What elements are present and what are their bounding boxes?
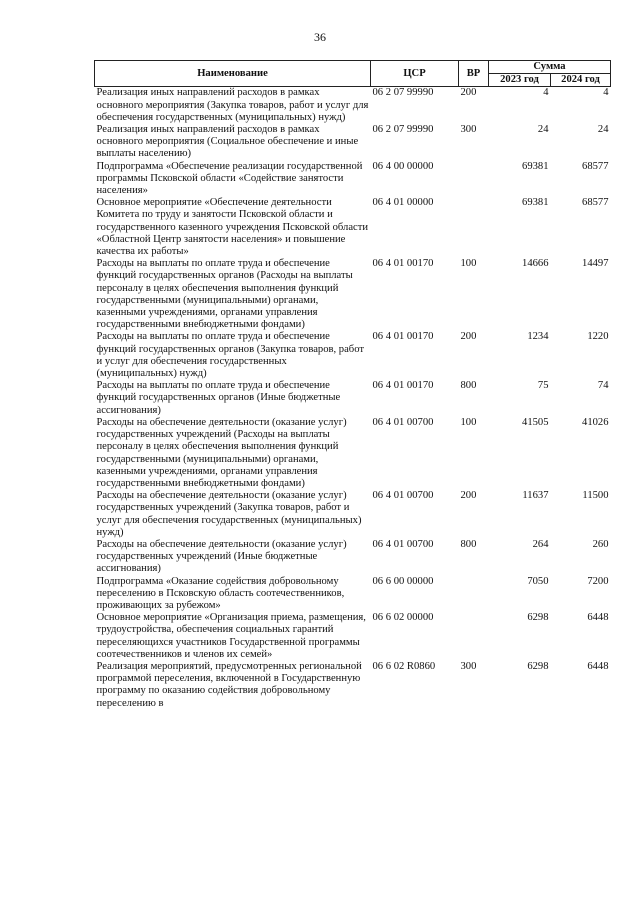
row-csr: 06 4 01 00700 xyxy=(372,416,434,428)
row-name: Реализация иных направлений расходов в рамках основного мероприятия (Закупка товаров, работ и услуг для обеспечения государственных (муниципальных) нужд) xyxy=(96,87,369,123)
row-sum-2023: 7050 xyxy=(527,575,549,587)
row-csr: 06 4 01 00700 xyxy=(372,490,434,502)
row-name: Расходы на обеспечение деятельности (оказание услуг) государственных учреждений (Закупка товаров, работ и услуг для обеспечения государственных (муниципальных) нужд) xyxy=(96,490,362,538)
row-name: Реализация иных направлений расходов в рамках основного мероприятия (Социальное обеспечение и иные выплаты населению) xyxy=(96,124,359,160)
table-row xyxy=(95,258,611,331)
row-sum-2023: 6298 xyxy=(527,660,549,672)
row-csr: 06 6 02 R0860 xyxy=(372,660,436,672)
row-csr: 06 4 01 00170 xyxy=(372,380,434,392)
header-name: Наименование xyxy=(95,61,371,87)
row-csr: 06 6 02 00000 xyxy=(372,612,434,624)
row-vr: 800 xyxy=(460,538,477,550)
row-name: Расходы на выплаты по оплате труда и обеспечение функций государственных органов (Расходы на выплаты персоналу в целях обеспечения выполнения функций государственными (муниципальными) органами, казенными учреждениями, органами управления государственными внебюджетными фондами) xyxy=(96,258,353,331)
row-vr: 300 xyxy=(460,660,477,672)
row-sum-2023: 24 xyxy=(537,124,549,136)
table-row xyxy=(95,124,611,161)
row-sum-2024: 11500 xyxy=(582,490,609,502)
row-sum-2024: 1220 xyxy=(587,331,609,343)
header-csr: ЦСР xyxy=(371,61,459,87)
row-csr: 06 4 01 00170 xyxy=(372,258,434,270)
row-csr: 06 4 01 00700 xyxy=(372,538,434,550)
row-csr: 06 2 07 99990 xyxy=(372,124,434,136)
row-name: Расходы на выплаты по оплате труда и обеспечение функций государственных органов (Закупка товаров, работ и услуг для обеспечения государственных (муниципальных) нужд) xyxy=(96,331,364,380)
row-name: Подпрограмма «Обеспечение реализации государственной программы Псковской области «Содействие занятости населения» xyxy=(96,160,363,197)
row-csr: 06 4 01 00000 xyxy=(372,197,434,209)
table-row xyxy=(95,417,611,490)
row-sum-2023: 69381 xyxy=(522,160,549,172)
row-sum-2024: 68577 xyxy=(582,197,609,209)
row-sum-2023: 69381 xyxy=(522,197,549,209)
table-row xyxy=(95,576,611,613)
row-sum-2024: 14497 xyxy=(582,258,609,270)
row-name: Основное мероприятие «Организация приема, размещения, трудоустройства, обеспечения социальных гарантий переселяющихся участников Государственной программы соотечественников и членов их семей» xyxy=(96,612,366,660)
row-sum-2024: 24 xyxy=(597,124,609,136)
row-name: Реализация мероприятий, предусмотренных региональной программой переселения, включенной в Государственную программу по оказанию содействия добровольному переселению в xyxy=(96,660,362,709)
row-sum-2024: 41026 xyxy=(582,416,609,428)
row-csr: 06 4 01 00170 xyxy=(372,331,434,343)
row-sum-2024: 6448 xyxy=(587,612,609,624)
row-sum-2023: 1234 xyxy=(527,331,549,343)
row-sum-2023: 11637 xyxy=(522,490,549,502)
header-year-2023: 2023 год xyxy=(489,74,551,87)
row-sum-2024: 260 xyxy=(592,538,609,550)
row-name: Расходы на обеспечение деятельности (оказание услуг) государственных учреждений (Иные бюджетные ассигнования) xyxy=(96,538,347,575)
row-vr: 300 xyxy=(460,124,477,136)
row-sum-2024: 6448 xyxy=(587,660,609,672)
row-name: Подпрограмма «Оказание содействия добровольному переселению в Псковскую область соотечественников, проживающих за рубежом» xyxy=(96,575,345,611)
row-sum-2023: 41505 xyxy=(522,416,549,428)
row-sum-2024: 4 xyxy=(603,87,609,99)
row-sum-2023: 264 xyxy=(532,538,549,550)
table-header xyxy=(95,61,611,87)
row-csr: 06 4 00 00000 xyxy=(372,160,434,172)
table-row xyxy=(95,331,611,380)
row-name: Расходы на обеспечение деятельности (оказание услуг) государственных учреждений (Расходы на выплаты персоналу в целях обеспечения выполнения функций государственными (муниципальными) органами, казенными учреждениями, органами управления государственными внебюджетными фондами) xyxy=(96,416,347,489)
row-vr xyxy=(459,576,489,613)
budget-table xyxy=(94,60,611,710)
row-name: Расходы на выплаты по оплате труда и обеспечение функций государственных органов (Иные бюджетные ассигнования) xyxy=(96,380,341,416)
row-sum-2024: 7200 xyxy=(587,575,609,587)
table-row xyxy=(95,87,611,124)
table-body xyxy=(95,87,611,710)
row-vr: 100 xyxy=(460,258,477,270)
row-sum-2023: 4 xyxy=(543,87,549,99)
page-number: 36 xyxy=(314,30,326,44)
row-vr: 200 xyxy=(460,331,477,343)
row-vr xyxy=(459,197,489,258)
row-sum-2023: 6298 xyxy=(527,612,549,624)
row-csr: 06 2 07 99990 xyxy=(372,87,434,99)
row-sum-2023: 75 xyxy=(537,380,549,392)
table-row xyxy=(95,661,611,710)
header-sum: Сумма xyxy=(489,61,611,74)
row-csr: 06 6 00 00000 xyxy=(372,575,434,587)
table-row xyxy=(95,539,611,576)
row-sum-2023: 14666 xyxy=(522,258,549,270)
row-sum-2024: 74 xyxy=(597,380,609,392)
table-row xyxy=(95,197,611,258)
row-vr xyxy=(459,161,489,198)
row-vr: 100 xyxy=(460,416,477,428)
table-row xyxy=(95,490,611,539)
table-row xyxy=(95,380,611,417)
row-vr: 800 xyxy=(460,380,477,392)
table-row xyxy=(95,612,611,661)
table-row xyxy=(95,161,611,198)
header-year-2024: 2024 год xyxy=(551,74,611,87)
header-vr: ВР xyxy=(459,61,489,87)
row-vr: 200 xyxy=(460,490,477,502)
row-sum-2024: 68577 xyxy=(582,160,609,172)
row-vr: 200 xyxy=(460,87,477,99)
row-name: Основное мероприятие «Обеспечение деятельности Комитета по труду и занятости Псковской области и государственного казенного учреждения Псковской области «Областной Центр занятости населения» и повышение качества их работы» xyxy=(96,197,369,258)
row-vr xyxy=(459,612,489,661)
